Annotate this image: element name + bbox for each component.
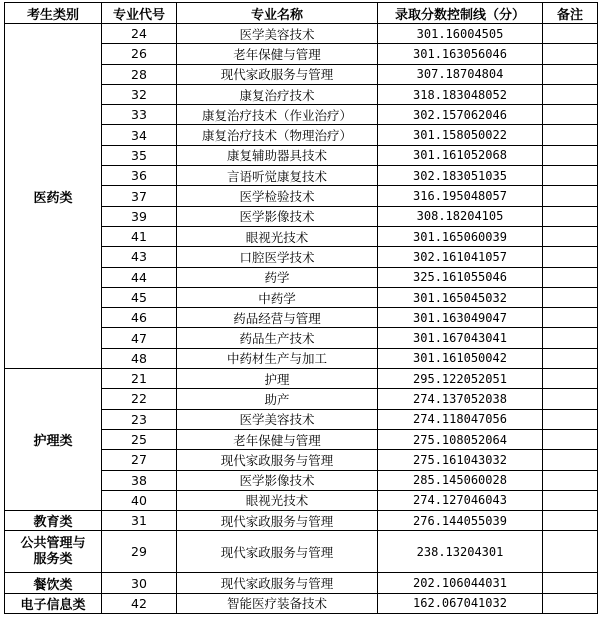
category-cell: 电子信息类	[5, 593, 102, 613]
notes-cell	[543, 206, 598, 226]
header-notes: 备注	[543, 3, 598, 24]
score-cell: 274.127046043	[378, 490, 543, 510]
table-row	[5, 511, 598, 531]
notes-cell	[543, 389, 598, 409]
score-cell: 274.118047056	[378, 409, 543, 429]
score-cell: 275.108052064	[378, 429, 543, 449]
major-name-cell: 医学影像技术	[177, 470, 378, 490]
score-cell: 301.163056046	[378, 44, 543, 64]
major-code-cell: 41	[102, 226, 177, 246]
major-name-cell: 中药材生产与加工	[177, 348, 378, 368]
admission-score-table	[4, 2, 598, 614]
score-cell: 202.106044031	[378, 573, 543, 593]
major-name-cell: 口腔医学技术	[177, 247, 378, 267]
category-line: 服务类	[33, 551, 73, 567]
major-name-cell: 药品生产技术	[177, 328, 378, 348]
major-code-cell: 46	[102, 308, 177, 328]
major-code-cell: 30	[102, 573, 177, 593]
category-line: 公共管理与	[20, 535, 86, 551]
score-cell: 316.195048057	[378, 186, 543, 206]
major-code-cell: 39	[102, 206, 177, 226]
header-score: 录取分数控制线（分）	[378, 3, 543, 24]
notes-cell	[543, 287, 598, 307]
major-code-cell: 33	[102, 105, 177, 125]
major-code-cell: 42	[102, 593, 177, 613]
notes-cell	[543, 166, 598, 186]
header-code: 专业代号	[102, 3, 177, 24]
major-code-cell: 40	[102, 490, 177, 510]
notes-cell	[543, 470, 598, 490]
table-row	[5, 573, 598, 593]
score-cell: 301.16004505	[378, 24, 543, 44]
major-name-cell: 护理	[177, 369, 378, 389]
category-cell	[5, 531, 102, 573]
major-code-cell: 26	[102, 44, 177, 64]
notes-cell	[543, 450, 598, 470]
score-cell: 302.183051035	[378, 166, 543, 186]
score-cell: 325.161055046	[378, 267, 543, 287]
notes-cell	[543, 64, 598, 84]
category-cell: 护理类	[5, 369, 102, 511]
major-code-cell: 38	[102, 470, 177, 490]
major-code-cell: 22	[102, 389, 177, 409]
major-name-cell: 中药学	[177, 287, 378, 307]
notes-cell	[543, 531, 598, 573]
notes-cell	[543, 145, 598, 165]
score-cell: 301.167043041	[378, 328, 543, 348]
table-row	[5, 24, 598, 44]
major-name-cell: 眼视光技术	[177, 490, 378, 510]
notes-cell	[543, 490, 598, 510]
major-code-cell: 24	[102, 24, 177, 44]
notes-cell	[543, 226, 598, 246]
notes-cell	[543, 186, 598, 206]
score-cell: 301.161050042	[378, 348, 543, 368]
major-name-cell: 眼视光技术	[177, 226, 378, 246]
notes-cell	[543, 328, 598, 348]
major-code-cell: 47	[102, 328, 177, 348]
score-cell: 301.158050022	[378, 125, 543, 145]
score-cell: 318.183048052	[378, 84, 543, 104]
header-category: 考生类别	[5, 3, 102, 24]
major-name-cell: 医学美容技术	[177, 409, 378, 429]
score-cell: 307.18704804	[378, 64, 543, 84]
major-name-cell: 药品经营与管理	[177, 308, 378, 328]
notes-cell	[543, 44, 598, 64]
score-cell: 308.18204105	[378, 206, 543, 226]
notes-cell	[543, 511, 598, 531]
major-code-cell: 43	[102, 247, 177, 267]
notes-cell	[543, 267, 598, 287]
notes-cell	[543, 409, 598, 429]
major-name-cell: 康复辅助器具技术	[177, 145, 378, 165]
score-cell: 301.163049047	[378, 308, 543, 328]
major-code-cell: 44	[102, 267, 177, 287]
major-name-cell: 医学影像技术	[177, 206, 378, 226]
major-name-cell: 现代家政服务与管理	[177, 531, 378, 573]
major-name-cell: 现代家政服务与管理	[177, 511, 378, 531]
major-code-cell: 34	[102, 125, 177, 145]
notes-cell	[543, 24, 598, 44]
notes-cell	[543, 247, 598, 267]
major-name-cell: 医学检验技术	[177, 186, 378, 206]
score-cell: 302.157062046	[378, 105, 543, 125]
major-code-cell: 29	[102, 531, 177, 573]
notes-cell	[543, 369, 598, 389]
major-name-cell: 老年保健与管理	[177, 429, 378, 449]
major-code-cell: 27	[102, 450, 177, 470]
table-row	[5, 369, 598, 389]
score-cell: 238.13204301	[378, 531, 543, 573]
major-code-cell: 35	[102, 145, 177, 165]
notes-cell	[543, 125, 598, 145]
category-cell: 教育类	[5, 511, 102, 531]
major-code-cell: 36	[102, 166, 177, 186]
header-major-name: 专业名称	[177, 3, 378, 24]
score-cell: 301.161052068	[378, 145, 543, 165]
major-code-cell: 23	[102, 409, 177, 429]
table-body	[5, 24, 598, 614]
header-row	[5, 3, 598, 24]
score-cell: 302.161041057	[378, 247, 543, 267]
major-code-cell: 45	[102, 287, 177, 307]
notes-cell	[543, 348, 598, 368]
notes-cell	[543, 429, 598, 449]
major-code-cell: 21	[102, 369, 177, 389]
major-code-cell: 48	[102, 348, 177, 368]
major-code-cell: 32	[102, 84, 177, 104]
score-cell: 295.122052051	[378, 369, 543, 389]
notes-cell	[543, 308, 598, 328]
major-name-cell: 老年保健与管理	[177, 44, 378, 64]
notes-cell	[543, 105, 598, 125]
major-name-cell: 智能医疗装备技术	[177, 593, 378, 613]
score-cell: 276.144055039	[378, 511, 543, 531]
category-cell: 餐饮类	[5, 573, 102, 593]
major-name-cell: 现代家政服务与管理	[177, 64, 378, 84]
major-name-cell: 康复治疗技术	[177, 84, 378, 104]
major-name-cell: 药学	[177, 267, 378, 287]
major-code-cell: 37	[102, 186, 177, 206]
notes-cell	[543, 84, 598, 104]
notes-cell	[543, 573, 598, 593]
table-row	[5, 531, 598, 573]
major-name-cell: 康复治疗技术（作业治疗）	[177, 105, 378, 125]
score-cell: 274.137052038	[378, 389, 543, 409]
score-cell: 301.165060039	[378, 226, 543, 246]
major-name-cell: 康复治疗技术（物理治疗）	[177, 125, 378, 145]
major-code-cell: 25	[102, 429, 177, 449]
score-cell: 162.067041032	[378, 593, 543, 613]
major-name-cell: 言语听觉康复技术	[177, 166, 378, 186]
notes-cell	[543, 593, 598, 613]
category-cell: 医药类	[5, 24, 102, 369]
score-cell: 275.161043032	[378, 450, 543, 470]
major-name-cell: 助产	[177, 389, 378, 409]
score-cell: 301.165045032	[378, 287, 543, 307]
major-name-cell: 现代家政服务与管理	[177, 573, 378, 593]
major-code-cell: 28	[102, 64, 177, 84]
table-row	[5, 593, 598, 613]
major-name-cell: 医学美容技术	[177, 24, 378, 44]
major-code-cell: 31	[102, 511, 177, 531]
score-cell: 285.145060028	[378, 470, 543, 490]
major-name-cell: 现代家政服务与管理	[177, 450, 378, 470]
